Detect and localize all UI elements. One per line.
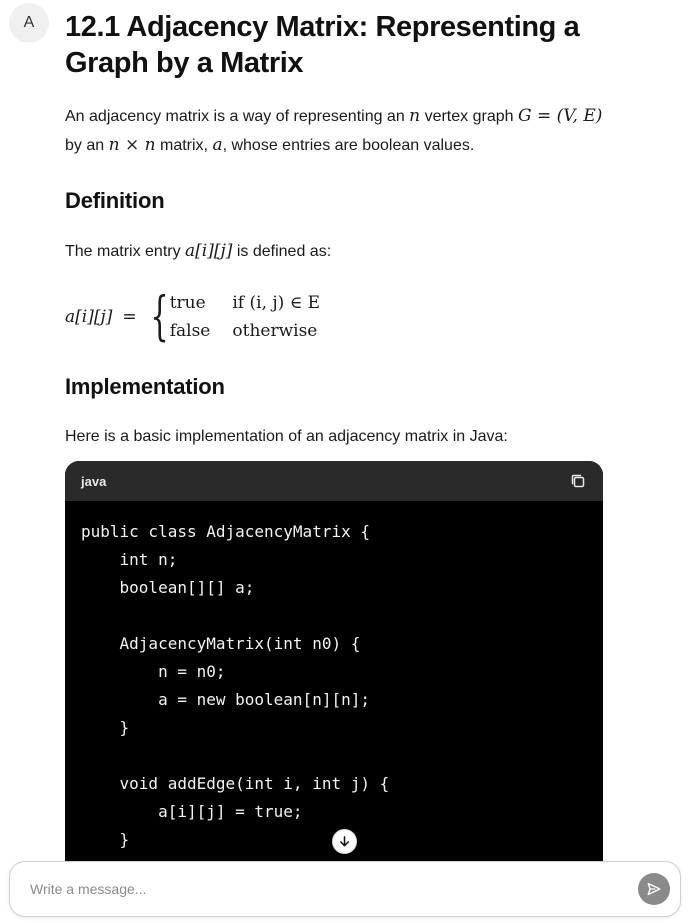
message-input[interactable]: [28, 873, 638, 905]
code-line: [81, 602, 587, 630]
intro-text: , whose entries are boolean values.: [222, 137, 475, 154]
left-brace-glyph: {: [150, 287, 169, 347]
formula-cases: [170, 292, 320, 343]
arrow-down-icon: [338, 835, 351, 848]
definition-text-after: is defined as:: [232, 243, 332, 260]
code-language-label: java: [81, 473, 107, 489]
code-line: }: [81, 718, 130, 737]
case1-value: true: [169, 292, 206, 313]
intro-text: by an: [65, 137, 109, 154]
code-line: public class AdjacencyMatrix {: [81, 522, 370, 541]
implementation-heading: Implementation: [65, 374, 225, 399]
code-header: [65, 461, 603, 501]
code-line: [81, 742, 587, 770]
code-line: void addEdge(int i, int j) {: [81, 774, 390, 793]
code-block: [65, 461, 603, 861]
code-line: int n;: [81, 550, 178, 569]
math-VE: (V, E): [556, 106, 603, 126]
code-line: boolean[][] a;: [81, 578, 255, 597]
code-line: n = n0;: [81, 662, 226, 681]
page-title: 12.1 Adjacency Matrix: Representing a Graph by a Matrix: [65, 11, 580, 79]
scroll-to-bottom-button[interactable]: [332, 829, 357, 854]
math-a: a: [212, 135, 223, 155]
case2-condition: otherwise: [232, 320, 318, 341]
math-entry: a[i][j]: [185, 241, 233, 261]
copy-icon[interactable]: [569, 472, 587, 490]
intro-text: An adjacency matrix is a way of representing an: [65, 108, 410, 125]
math-n: n: [409, 106, 421, 126]
implementation-text: Here is a basic implementation of an adjacency matrix in Java:: [65, 428, 508, 445]
definition-text: [65, 239, 603, 264]
avatar: A: [9, 3, 49, 43]
message-content: [65, 0, 603, 449]
code-line: }: [81, 830, 130, 849]
math-nxn: n × n: [108, 135, 156, 155]
code-line: a[i][j] = true;: [81, 802, 303, 821]
send-button[interactable]: [638, 873, 670, 905]
case1-condition: if (i, j) ∈ E: [232, 292, 321, 313]
intro-paragraph: [65, 102, 603, 160]
code-line: a = new boolean[n][n];: [81, 690, 370, 709]
definition-formula: [65, 288, 603, 346]
formula-equals: =: [122, 307, 137, 327]
intro-text: vertex graph: [420, 108, 518, 125]
send-icon: [646, 881, 662, 897]
code-content: [65, 501, 603, 854]
definition-heading: Definition: [65, 188, 165, 213]
intro-text: matrix,: [155, 137, 213, 154]
math-equals: =: [531, 106, 557, 126]
math-G: G: [517, 106, 532, 126]
message-composer: [9, 861, 681, 917]
definition-text-before: The matrix entry: [65, 243, 186, 260]
formula-lhs: a[i][j]: [65, 307, 113, 327]
case2-value: false: [169, 320, 211, 341]
code-line: AdjacencyMatrix(int n0) {: [81, 634, 361, 653]
